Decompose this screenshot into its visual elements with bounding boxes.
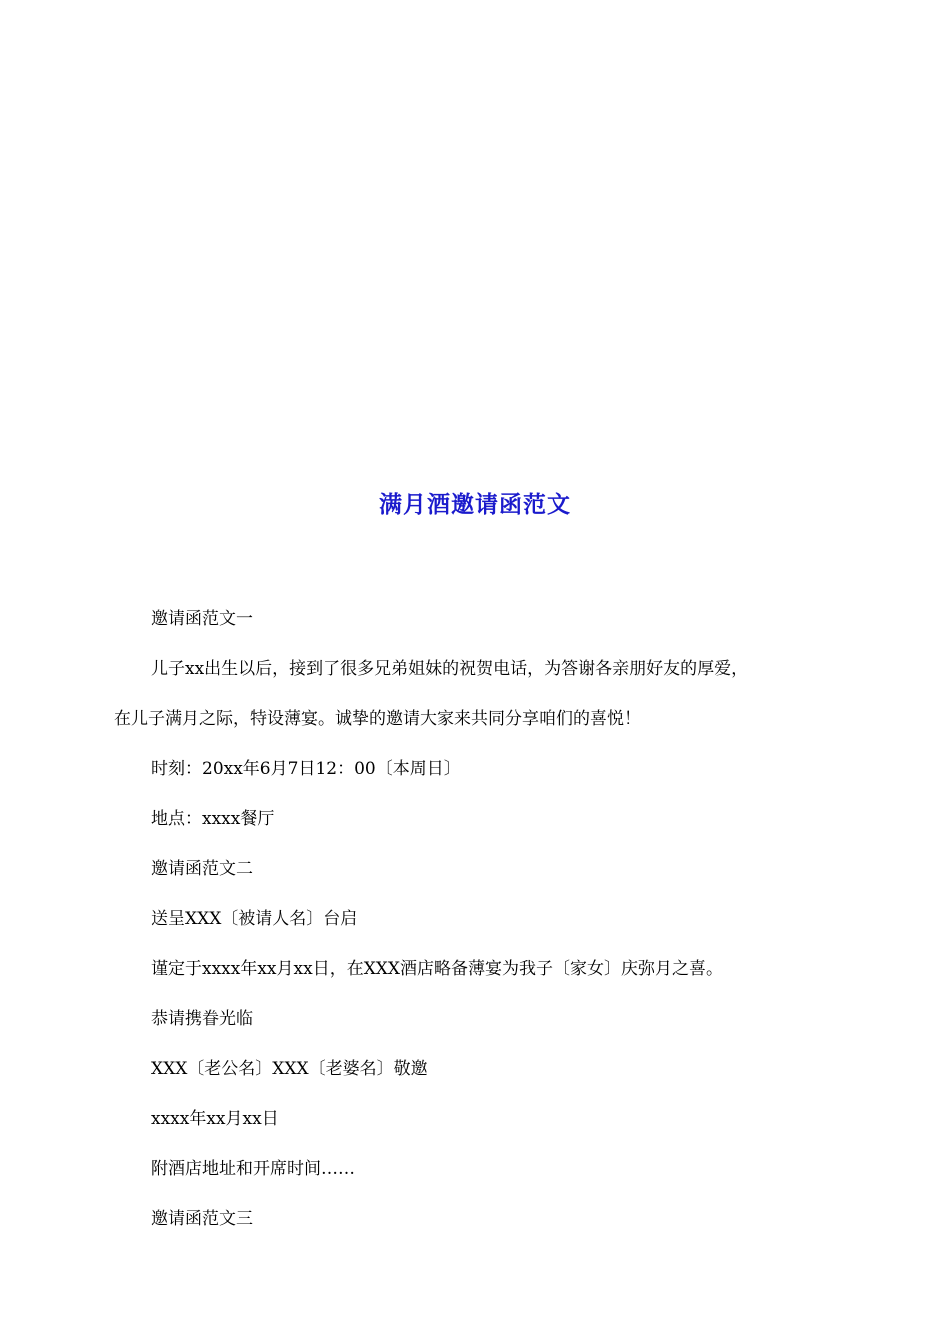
attachment-line: 附酒店地址和开席时间…… (151, 1159, 355, 1179)
section-heading-1: 邀请函范文一 (151, 609, 253, 629)
time-line: 时刻：20xx年6月7日12：00〔本周日〕 (151, 759, 461, 779)
date-line: xxxx年xx月xx日 (151, 1109, 279, 1129)
document-title: 满月酒邀请函范文 (379, 491, 571, 518)
paragraph-line-continued: 在儿子满月之际，特设薄宴。诚挚的邀请大家来共同分享咱们的喜悦！ (114, 709, 641, 729)
recipient-line: 送呈XXX〔被请人名〕台启 (151, 909, 358, 929)
location-line: 地点：xxxx餐厅 (151, 809, 275, 829)
request-line: 恭请携眷光临 (151, 1009, 253, 1029)
invitation-body-line: 谨定于xxxx年xx月xx日，在XXX酒店略备薄宴为我子〔家女〕庆弥月之喜。 (151, 959, 724, 979)
paragraph-line: 儿子xx出生以后，接到了很多兄弟姐妹的祝贺电话，为答谢各亲朋好友的厚爱， (151, 659, 749, 679)
signature-line: XXX〔老公名〕XXX〔老婆名〕敬邀 (151, 1059, 428, 1079)
section-heading-3: 邀请函范文三 (151, 1209, 253, 1229)
section-heading-2: 邀请函范文二 (151, 859, 253, 879)
